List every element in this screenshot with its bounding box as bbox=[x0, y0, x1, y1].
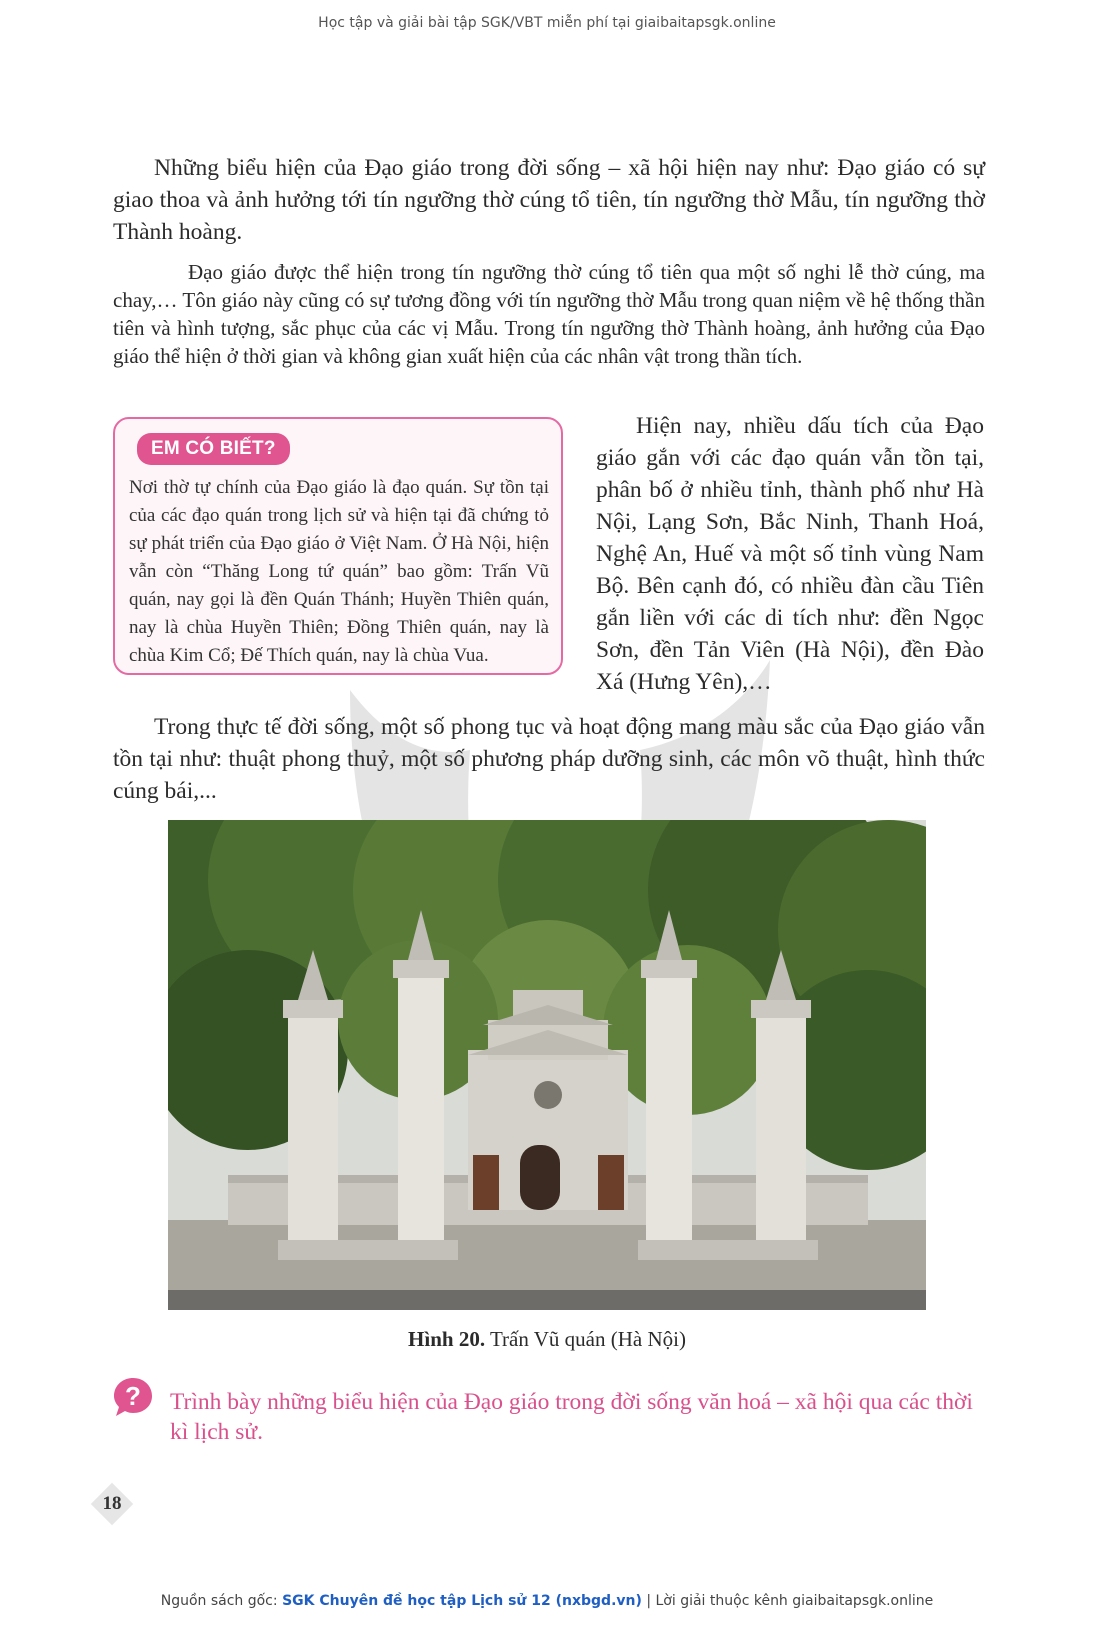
temple-gate-illustration bbox=[168, 820, 926, 1310]
top-banner: Học tập và giải bài tập SGK/VBT miễn phí tại giaibaitapsgk.online bbox=[318, 15, 776, 31]
paragraph-relics: Hiện nay, nhiều dấu tích của Đạo giáo gắn với các đạo quán vẫn tồn tại, phân bố ở nhiều tỉnh, thành phố như Hà Nội, Lạng Sơn, Bắc Ninh, Thanh Hoá, Nghệ An, Huế và một số tỉnh vùng Nam Bộ. Bên cạnh đó, có nhiều đàn cầu Tiên gắn liền với các di tích như: đền Ngọc Sơn, đền Tản Viên (Hà Nội), đền Đào Xá (Hưng Yên),… bbox=[596, 413, 984, 695]
page-number: 18 bbox=[102, 1493, 122, 1514]
footer bbox=[0, 1593, 1094, 1609]
did-you-know-badge: EM CÓ BIẾT? bbox=[137, 433, 290, 465]
paragraph-customs: Trong thực tế đời sống, một số phong tục và hoạt động mang màu sắc của Đạo giáo vẫn tồn tại như: thuật phong thuỷ, một số phương pháp dưỡng sinh, các môn võ thuật, hình thức cúng bái,... bbox=[113, 714, 985, 804]
review-question: Trình bày những biểu hiện của Đạo giáo trong đời sống văn hoá – xã hội qua các thời kì lịch sử. bbox=[170, 1389, 973, 1445]
figure-tran-vu-quan-photo bbox=[168, 820, 926, 1310]
paragraph-intro: Những biểu hiện của Đạo giáo trong đời sống – xã hội hiện nay như: Đạo giáo có sự giao thoa và ảnh hưởng tới tín ngưỡng thờ cúng tổ tiên, tín ngưỡng thờ Mẫu, tín ngưỡng thờ Thành hoàng. bbox=[113, 155, 985, 245]
did-you-know-box bbox=[113, 417, 563, 675]
footer-source-link[interactable]: SGK Chuyên đề học tập Lịch sử 12 (nxbgd.vn) bbox=[282, 1593, 642, 1609]
did-you-know-text: Nơi thờ tự chính của Đạo giáo là đạo quán. Sự tồn tại của các đạo quán trong lịch sử và hiện tại đã chứng tỏ sự phát triển của Đạo giáo ở Việt Nam. Ở Hà Nội, hiện vẫn còn “Thăng Long tứ quán” bao gồm: Trấn Vũ quán, nay gọi là đền Quán Thánh; Huyền Thiên quán, nay là chùa Huyền Thiên; Đồng Thiên quán, nay là chùa Kim Cổ; Đế Thích quán, nay là chùa Vua. bbox=[129, 477, 549, 666]
figure-caption bbox=[0, 1327, 1094, 1352]
footer-prefix: Nguồn sách gốc: bbox=[160, 1593, 283, 1609]
figure-label: Hình 20. bbox=[408, 1327, 486, 1351]
svg-text:?: ? bbox=[125, 1381, 141, 1411]
question-mark-icon bbox=[111, 1375, 155, 1419]
footer-suffix: | Lời giải thuộc kênh giaibaitapsgk.online bbox=[641, 1593, 934, 1609]
figure-caption-text: Trấn Vũ quán (Hà Nội) bbox=[489, 1327, 686, 1351]
paragraph-detail: Đạo giáo được thể hiện trong tín ngưỡng thờ cúng tổ tiên qua một số nghi lễ thờ cúng, ma chay,… Tôn giáo này cũng có sự tương đồng với tín ngưỡng thờ Mẫu trong quan niệm về hệ thống thần tiên và hình tượng, sắc phục của các vị Mẫu. Trong tín ngưỡng thờ Thành hoàng, ảnh hưởng của Đạo giáo thể hiện ở thời gian và không gian xuất hiện của các nhân vật trong thần tích. bbox=[113, 260, 985, 368]
page-number-badge bbox=[92, 1484, 132, 1524]
